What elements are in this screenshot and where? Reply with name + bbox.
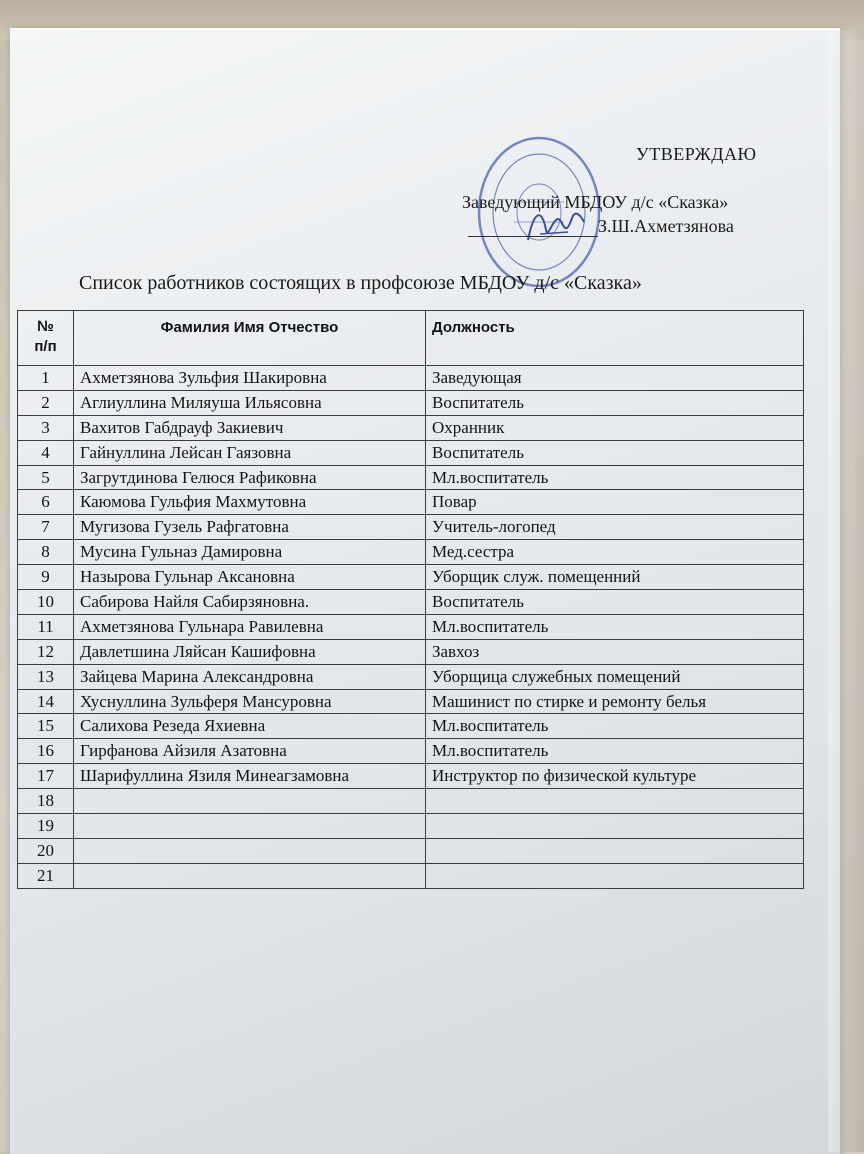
cell-position: Уборщица служебных помещений — [426, 664, 804, 689]
cell-position: Учитель-логопед — [426, 515, 804, 540]
cell-number: 18 — [18, 789, 74, 814]
table-row — [18, 789, 804, 814]
cell-number: 21 — [18, 863, 74, 888]
staff-table — [17, 310, 804, 889]
cell-full-name: Хуснуллина Зульферя Мансуровна — [74, 689, 426, 714]
cell-position: Инструктор по физической культуре — [426, 764, 804, 789]
cell-position: Мл.воспитатель — [426, 465, 804, 490]
header-position: Должность — [426, 311, 804, 366]
cell-full-name: Аглиуллина Миляуша Ильясовна — [74, 390, 426, 415]
cell-position: Воспитатель — [426, 590, 804, 615]
cell-number: 15 — [18, 714, 74, 739]
cell-position — [426, 789, 804, 814]
approval-position: Заведующий МБДОУ д/с «Сказка» — [462, 192, 729, 212]
cell-full-name: Ахметзянова Гульнара Равилевна — [74, 614, 426, 639]
cell-position: Воспитатель — [426, 390, 804, 415]
table-row — [18, 838, 804, 863]
table-row — [18, 565, 804, 590]
table-row — [18, 814, 804, 839]
table-row — [18, 664, 804, 689]
cell-number: 3 — [18, 415, 74, 440]
cell-number: 10 — [18, 590, 74, 615]
header-number — [18, 311, 74, 366]
cell-full-name: Ахметзянова Зульфия Шакировна — [74, 366, 426, 391]
cell-position — [426, 838, 804, 863]
cell-number: 1 — [18, 366, 74, 391]
cell-position: Мл.воспитатель — [426, 739, 804, 764]
cell-number: 2 — [18, 390, 74, 415]
table-row — [18, 590, 804, 615]
approval-name: З.Ш.Ахметзянова — [598, 216, 734, 236]
cell-full-name: Назырова Гульнар Аксановна — [74, 565, 426, 590]
cell-number: 19 — [18, 814, 74, 839]
cell-number: 7 — [18, 515, 74, 540]
cell-full-name — [74, 814, 426, 839]
table-row — [18, 366, 804, 391]
table-row — [18, 515, 804, 540]
signature-line — [468, 236, 598, 237]
cell-full-name: Гирфанова Айзиля Азатовна — [74, 739, 426, 764]
table-row — [18, 540, 804, 565]
cell-number: 6 — [18, 490, 74, 515]
cell-full-name: Зайцева Марина Александровна — [74, 664, 426, 689]
cell-number: 16 — [18, 739, 74, 764]
cell-number: 12 — [18, 639, 74, 664]
cell-full-name: Мусина Гульназ Дамировна — [74, 540, 426, 565]
table-row — [18, 390, 804, 415]
table-row — [18, 614, 804, 639]
cell-full-name: Каюмова Гульфия Махмутовна — [74, 490, 426, 515]
cell-position: Мед.сестра — [426, 540, 804, 565]
table-row — [18, 639, 804, 664]
cell-full-name: Вахитов Габдрауф Закиевич — [74, 415, 426, 440]
cell-number: 13 — [18, 664, 74, 689]
cell-position: Мл.воспитатель — [426, 714, 804, 739]
header-full-name: Фамилия Имя Отчество — [74, 311, 426, 366]
cell-position: Мл.воспитатель — [426, 614, 804, 639]
approval-heading: УТВЕРЖДАЮ — [636, 144, 757, 164]
document-title: Список работников состоящих в профсоюзе МБДОУ д/с «Сказка» — [79, 272, 642, 294]
cell-position — [426, 814, 804, 839]
cell-number: 4 — [18, 440, 74, 465]
header-number-symbol: № — [37, 318, 54, 335]
table-row — [18, 415, 804, 440]
cell-position: Заведующая — [426, 366, 804, 391]
cell-number: 14 — [18, 689, 74, 714]
cell-number: 20 — [18, 838, 74, 863]
cell-full-name — [74, 789, 426, 814]
table-row — [18, 689, 804, 714]
plastic-sleeve-edge — [828, 30, 864, 1152]
cell-number: 8 — [18, 540, 74, 565]
cell-full-name: Сабирова Найля Сабирзяновна. — [74, 590, 426, 615]
table-header-row — [18, 311, 804, 366]
cell-full-name: Салихова Резеда Яхиевна — [74, 714, 426, 739]
table-row — [18, 863, 804, 888]
cell-position: Повар — [426, 490, 804, 515]
cell-position: Машинист по стирке и ремонту белья — [426, 689, 804, 714]
cell-position: Воспитатель — [426, 440, 804, 465]
table-row — [18, 440, 804, 465]
cell-full-name — [74, 838, 426, 863]
cell-number: 11 — [18, 614, 74, 639]
header-number-abbr: п/п — [34, 338, 57, 355]
cell-full-name: Гайнуллина Лейсан Гаязовна — [74, 440, 426, 465]
cell-full-name: Загрутдинова Гелюся Рафиковна — [74, 465, 426, 490]
cell-full-name — [74, 863, 426, 888]
cell-position: Уборщик служ. помещенний — [426, 565, 804, 590]
cell-number: 9 — [18, 565, 74, 590]
cell-full-name: Шарифуллина Язиля Минеагзамовна — [74, 764, 426, 789]
table-row — [18, 490, 804, 515]
table-row — [18, 465, 804, 490]
cell-position: Охранник — [426, 415, 804, 440]
cell-position: Завхоз — [426, 639, 804, 664]
table-row — [18, 739, 804, 764]
cell-full-name: Мугизова Гузель Рафгатовна — [74, 515, 426, 540]
table-row — [18, 764, 804, 789]
cell-number: 17 — [18, 764, 74, 789]
table-row — [18, 714, 804, 739]
cell-full-name: Давлетшина Ляйсан Кашифовна — [74, 639, 426, 664]
cell-number: 5 — [18, 465, 74, 490]
cell-position — [426, 863, 804, 888]
